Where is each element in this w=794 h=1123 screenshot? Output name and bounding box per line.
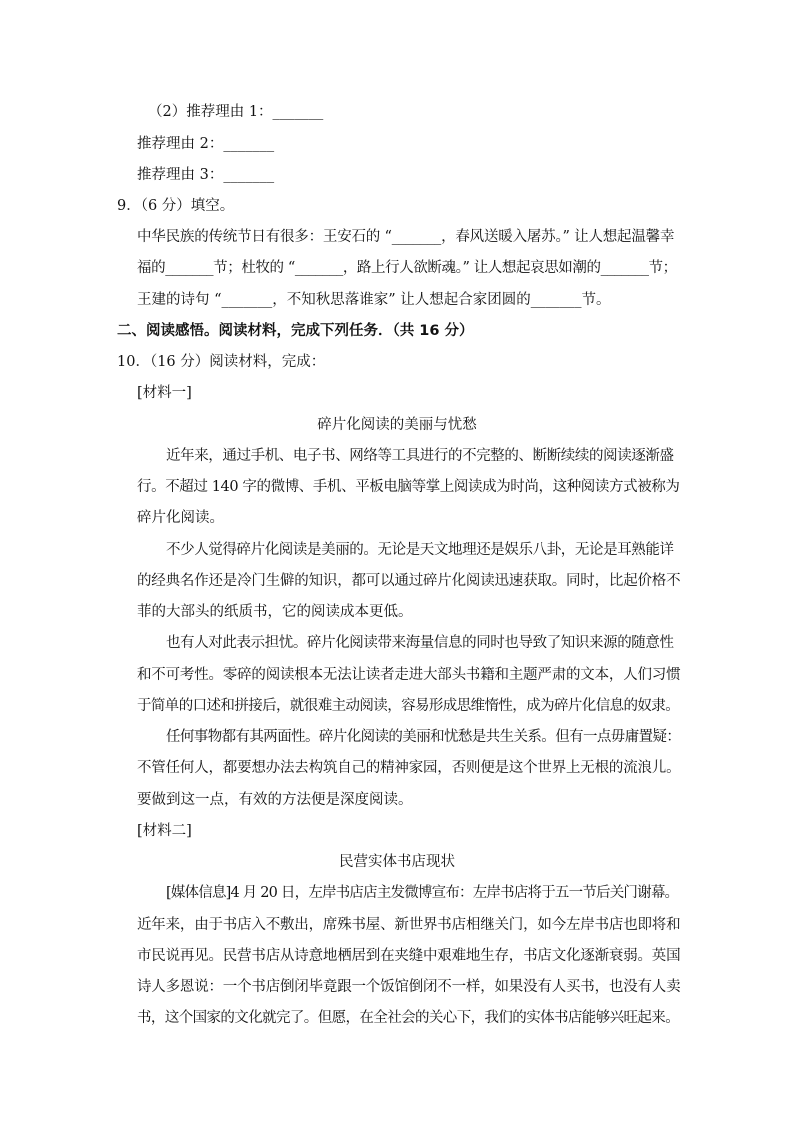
paragraph-5-line-4: 诗人多恩说：一个书店倒闭毕竟跟一个饭馆倒闭不一样，如果没有人买书，也没有人卖: [137, 979, 681, 995]
paragraph-2-line-1: 不少人觉得碎片化阅读是美丽的。无论是天文地理还是娱乐八卦，无论是耳熟能详: [166, 542, 674, 558]
paragraph-4-line-2: 不管任何人，都要想办法去构筑自己的精神家园，否则便是这个世界上无根的流浪儿。: [137, 760, 681, 776]
recommend-reason-2: 推荐理由 2：_______: [137, 136, 275, 152]
paragraph-3-line-2: 和不可考性。零碎的阅读根本无法让读者走进大部头书籍和主题严肃的文本，人们习惯: [137, 667, 681, 683]
question-9-line-1: 中华民族的传统节日有很多：王安石的 “_______，春风送暖入屠苏。” 让人想起温馨幸: [137, 229, 675, 245]
question-9-line-3: 王建的诗句 “_______，不知秋思落谁家” 让人想起合家团圆的_______节。: [137, 292, 611, 308]
paragraph-1-line-1: 近年来，通过手机、电子书、网络等工具进行的不完整的、断断续续的阅读逐渐盛: [166, 448, 674, 464]
recommend-reason-1: （2）推荐理由 1：_______: [148, 104, 324, 120]
paragraph-1-line-3: 碎片化阅读。: [137, 510, 224, 526]
paragraph-5-line-5: 书，这个国家的文化就完了。但愿，在全社会的关心下，我们的实体书店能够兴旺起来。: [137, 1010, 680, 1026]
material-1-label: [材料一]: [137, 385, 192, 401]
material-2-title: 民营实体书店现状: [339, 854, 455, 870]
paragraph-4-line-3: 要做到这一点，有效的方法便是深度阅读。: [137, 792, 413, 808]
paragraph-4-line-1: 任何事物都有其两面性。碎片化阅读的美丽和忧愁是共生关系。但有一点毋庸置疑：: [166, 729, 681, 745]
section-2-heading: 二、阅读感悟。阅读材料，完成下列任务．（共 16 分）: [117, 323, 474, 339]
question-9-title: 9．（6 分）填空。: [117, 198, 235, 214]
paragraph-2-line-3: 菲的大部头的纸质书，它的阅读成本更低。: [137, 604, 413, 620]
material-2-label: [材料二]: [137, 823, 192, 839]
paragraph-5-line-2: 近年来，由于书店入不敷出，席殊书屋、新世界书店相继关门，如今左岸书店也即将和: [137, 917, 681, 933]
recommend-reason-3: 推荐理由 3：_______: [137, 167, 275, 183]
paragraph-3-line-1: 也有人对此表示担忧。碎片化阅读带来海量信息的同时也导致了知识来源的随意性: [166, 635, 674, 651]
question-9-line-2: 福的_______节；杜牧的 “_______，路上行人欲断魂。” 让人想起哀思如潮的_______节；: [137, 260, 677, 276]
paragraph-2-line-2: 的经典名作还是冷门生僻的知识，都可以通过碎片化阅读迅速获取。同时，比起价格不: [137, 573, 681, 589]
paragraph-3-line-3: 于简单的口述和拼接后，就很难主动阅读，容易形成思维惰性，成为碎片化信息的奴隶。: [137, 698, 680, 714]
paragraph-5-line-1: [媒体信息]4 月 20 日，左岸书店店主发微博宣布：左岸书店将于五一节后关门谢幕。: [166, 885, 679, 901]
paragraph-5-line-3: 市民说再见。民营书店从诗意地栖居到在夹缝中艰难地生存，书店文化逐渐衰弱。英国: [137, 948, 681, 964]
question-10-title: 10．（16 分）阅读材料，完成：: [117, 354, 326, 370]
material-1-title: 碎片化阅读的美丽与忧愁: [317, 417, 477, 433]
paragraph-1-line-2: 行。不超过 140 字的微博、手机、平板电脑等掌上阅读成为时尚，这种阅读方式被称为: [137, 479, 680, 495]
